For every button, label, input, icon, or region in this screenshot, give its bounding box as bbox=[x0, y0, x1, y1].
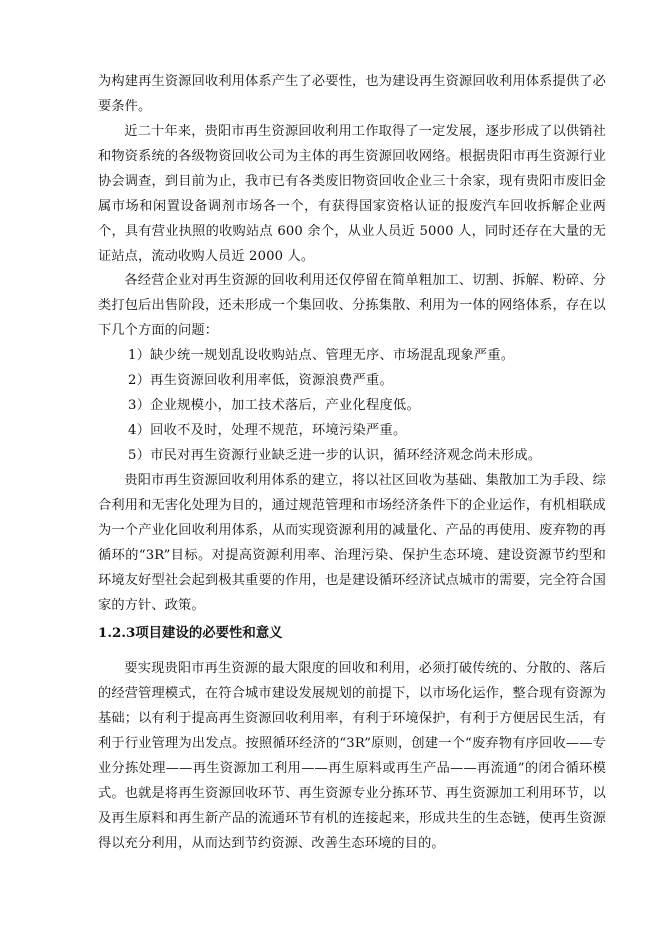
problem-list-item: 1）缺少统一规划乱设收购站点、管理无序、市场混乱现象严重。 bbox=[128, 348, 515, 363]
paragraph-current-problems: 各经营企业对再生资源的回收利用还仅停留在简单粗加工、切割、拆解、粉碎、分类打包后出售阶段，还未形成一个集回收、分拣集散、利用为一体的网络体系，存在以下几个方面的问题： bbox=[98, 273, 606, 338]
paragraph-system-goals: 贵阳市再生资源回收利用体系的建立，将以社区回收为基础、集散加工为手段、综合利用和无害化处理为目的，通过规范管理和市场经济条件下的企业运作，有机相联成为一个产业化回收利用体系，从而实现资源利用的减量化、产品的再使用、废弃物的再循环的“3R”目标。对提高资源利用率、治理污染、保护生态环境、建设资源节约型和环境友好型社会起到极其重要的作用，也是建设循环经济试点城市的需要，完全符合国家的方针、政策。 bbox=[98, 473, 606, 613]
paragraph-current-problems-block bbox=[98, 268, 606, 343]
problem-list-item: 3）企业规模小，加工技术落后，产业化程度低。 bbox=[128, 398, 420, 413]
continuation-paragraph-block bbox=[98, 69, 606, 119]
paragraph-project-significance: 要实现贵阳市再生资源的最大限度的回收和利用，必须打破传统的、分散的、落后的经营管理模式，在符合城市建设发展规划的前提下，以市场化运作，整合现有资源为基础；以有利于提高再生资源回收利用率，有利于环境保护，有利于方便居民生活，有利于行业管理为出发点。按照循环经济的“3R”原则，创建一个“废弃物有序回收——专业分拣处理——再生资源加工利用——再生原料或再生产品——再流通”的闭合循环模式。也就是将再生资源回收环节、再生资源专业分拣环节、再生资源加工利用环节，以及再生原料和再生新产品的流通环节有机的连接起来，形成共生的生态链，使再生资源得以充分利用，从而达到节约资源、改善生态环境的目的。 bbox=[98, 661, 606, 851]
paragraph-recycling-development-block bbox=[98, 119, 606, 269]
paragraph-project-significance-block bbox=[98, 656, 606, 856]
problem-list-item: 5）市民对再生资源行业缺乏进一步的认识，循环经济观念尚未形成。 bbox=[128, 448, 542, 463]
paragraph-system-goals-block bbox=[98, 468, 606, 618]
paragraph-recycling-development: 近二十年来，贵阳市再生资源回收利用工作取得了一定发展，逐步形成了以供销社和物资系统的各级物资回收公司为主体的再生资源回收网络。根据贵阳市再生资源行业协会调查，到目前为止，我市已有各类废旧物资回收企业三十余家，现有贵阳市废旧金属市场和闲置设备调剂市场各一个，有获得国家资格认证的报废汽车回收拆解企业两个，具有营业执照的收购站点 600 余个，从业人员近 5000 人，同时还存在大量的无证站点，流动收购人员近 2000 人。 bbox=[98, 124, 606, 264]
problem-list-item: 2）再生资源回收利用率低，资源浪费严重。 bbox=[128, 373, 393, 388]
section-heading: 1.2.3项目建设的必要性和意义 bbox=[98, 625, 283, 641]
continuation-paragraph: 为构建再生资源回收利用体系产生了必要性，也为建设再生资源回收利用体系提供了必要条件。 bbox=[98, 74, 606, 114]
problem-list-item: 4）回收不及时，处理不规范，环境污染严重。 bbox=[128, 423, 407, 438]
